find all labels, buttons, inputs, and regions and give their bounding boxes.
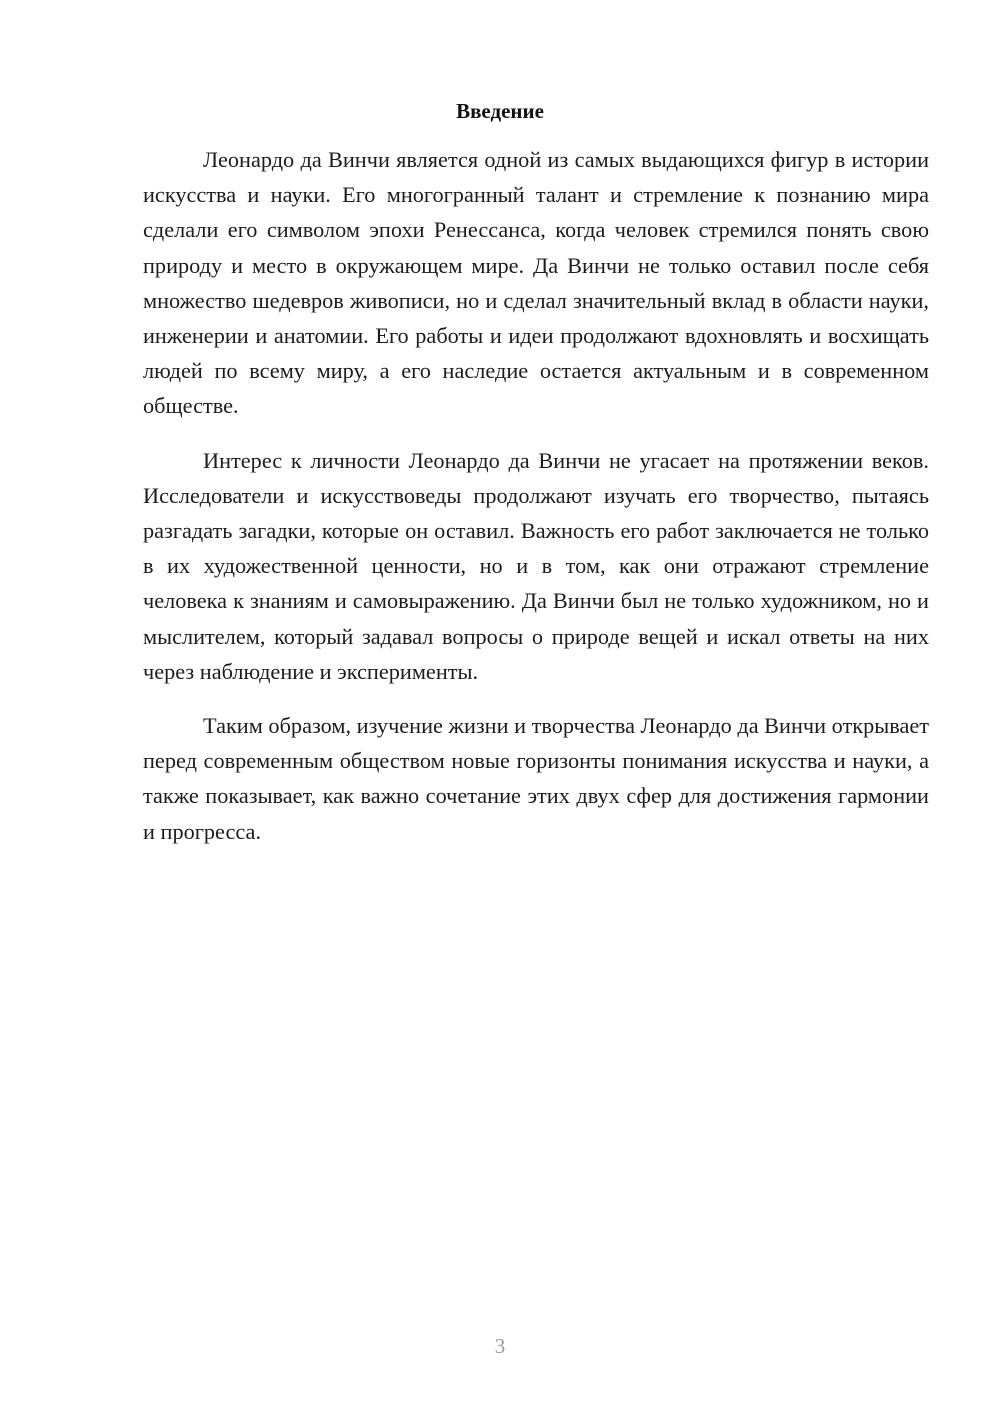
paragraph-3: Таким образом, изучение жизни и творчества Леонардо да Винчи открывает перед современным обществом новые горизонты понимания искусства и науки, а также показывает, как важно сочетание этих двух сфер для достижения гармонии и прогресса. bbox=[143, 713, 929, 844]
section-heading: Введение bbox=[456, 99, 544, 123]
paragraph-2: Интерес к личности Леонардо да Винчи не угасает на протяжении веков. Исследователи и искусствоведы продолжают изучать его творчество, пытаясь разгадать загадки, которые он оставил. Важность его работ заключается не только в их художественной ценности, но и в том, как они отражают стремление человека к знаниям и самовыражению. Да Винчи был не только художником, но и мыслителем, который задавал вопросы о природе вещей и искал ответы на них через наблюдение и эксперименты. bbox=[143, 447, 929, 684]
body-text bbox=[143, 142, 929, 849]
page-number: 3 bbox=[494, 1334, 506, 1358]
paragraph-1: Леонардо да Винчи является одной из самых выдающихся фигур в истории искусства и науки. Его многогранный талант и стремление к познанию мира сделали его символом эпохи Ренессанса, когда человек стремился понять свою природу и место в окружающем мире. Да Винчи не только оставил после себя множество шедевров живописи, но и сделал значительный вклад в области науки, инженерии и анатомии. Его работы и идеи продолжают вдохновлять и восхищать людей по всему миру, а его наследие остается актуальным и в современном обществе. bbox=[143, 147, 929, 419]
